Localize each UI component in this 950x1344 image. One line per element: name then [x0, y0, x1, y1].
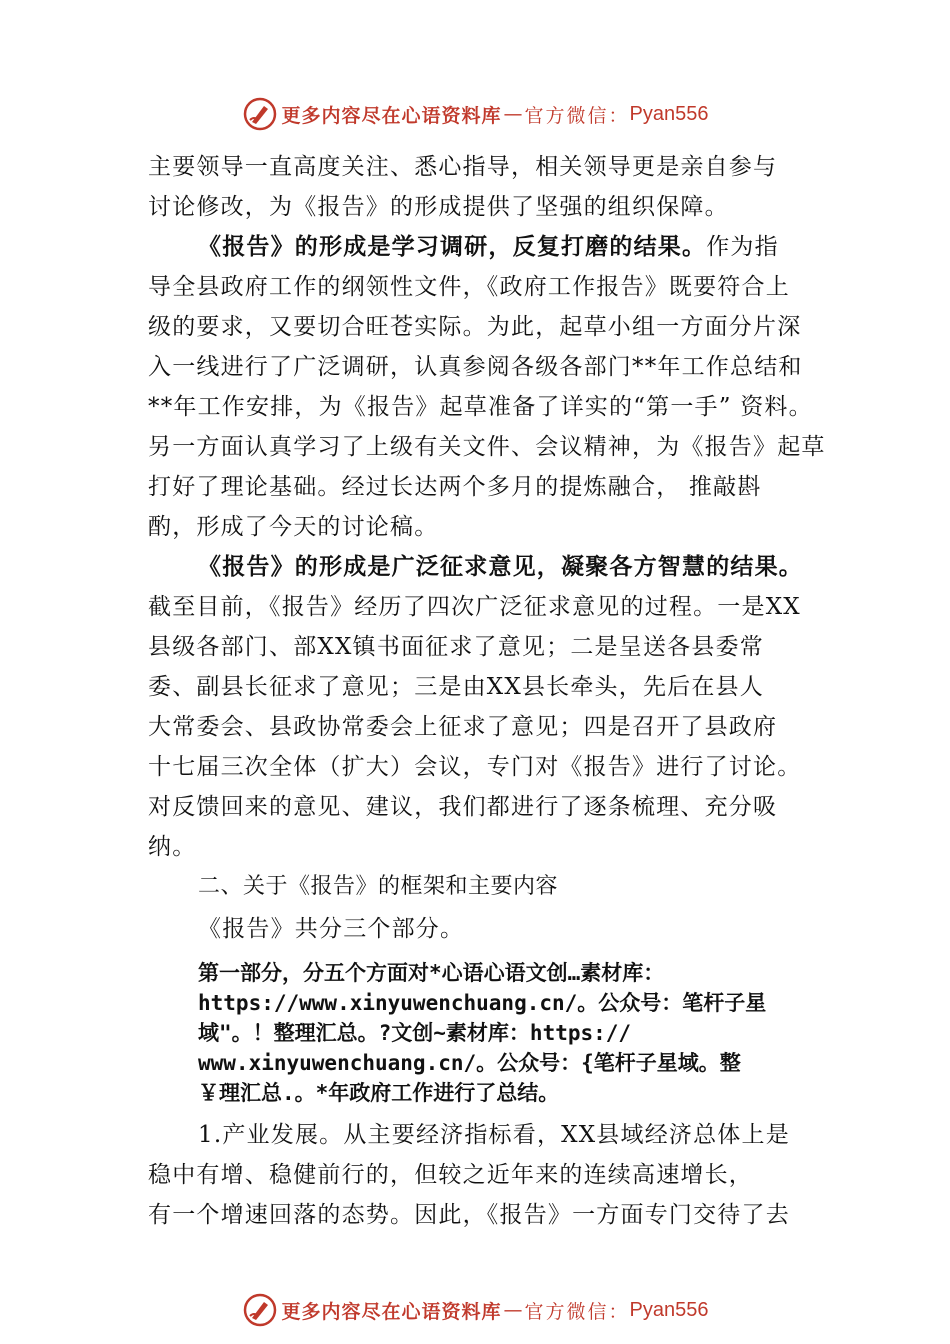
brush-seal-icon — [242, 96, 278, 132]
paragraph-line: 对反馈回来的意见、建议，我们都进行了逐条梳理、充分吸 — [148, 794, 778, 820]
footer-banner — [0, 1288, 950, 1332]
intro-line: 《报告》共分三个部分。 — [198, 916, 465, 942]
section-heading: 二、关于《报告》的框架和主要内容 — [198, 874, 559, 899]
paragraph-line: 有一个增速回落的态势。因此，《报告》一方面专门交待了去 — [148, 1202, 790, 1228]
part1-line: www.xinyuwenchuang.cn/。公众号：{笔杆子星域。整 — [198, 1051, 741, 1075]
paragraph-line: 委、副县长征求了意见；三是由XX县长牵头，先后在县人 — [148, 674, 764, 700]
paragraph-heading-line: 《报告》的形成是广泛征求意见，凝聚各方智慧的结果。 — [198, 553, 803, 580]
header-banner — [0, 92, 950, 136]
paragraph-line: 导全县政府工作的纲领性文件，《政府工作报告》既要符合上 — [148, 274, 790, 300]
paragraph-line: 打好了理论基础。经过长达两个多月的提炼融合， 推敲斟 — [148, 474, 762, 500]
footer-brand: 更多内容尽在心语资料库 — [281, 1300, 502, 1323]
paragraph-line: 主要领导一直高度关注、悉心指导，相关领导更是亲自参与 — [148, 154, 778, 180]
header-account: Pyan556 — [629, 102, 709, 125]
paragraph-line: 大常委会、县政协常委会上征求了意见；四是召开了县政府 — [148, 714, 778, 740]
paragraph-line: 讨论修改，为《报告》的形成提供了坚强的组织保障。 — [148, 194, 729, 220]
paragraph-line: 1.产业发展。从主要经济指标看，XX县域经济总体上是 — [198, 1122, 790, 1148]
paragraph-line: 级的要求，又要切合旺苍实际。为此，起草小组一方面分片深 — [148, 314, 802, 340]
footer-separator: — — [503, 1299, 523, 1321]
paragraph-line: **年工作安排，为《报告》起草准备了详实的“第一手” 资料。 — [148, 394, 813, 420]
brush-seal-icon — [242, 1292, 278, 1328]
part1-line: 域"。！整理汇总。?文创~素材库：https:// — [198, 1021, 632, 1045]
paragraph-line: 酌，形成了今天的讨论稿。 — [148, 514, 439, 540]
paragraph-line: 稳中有增、稳健前行的，但较之近年来的连续高速增长， — [148, 1162, 753, 1188]
paragraph-line: 入一线进行了广泛调研，认真参阅各级各部门**年工作总结和 — [148, 354, 803, 380]
header-wechat-label: 官方微信： — [524, 104, 630, 127]
paragraph-line: 纳。 — [148, 834, 197, 860]
lead-rest: 作为指 — [706, 234, 779, 260]
footer-account: Pyan556 — [629, 1298, 709, 1321]
bold-lead: 《报告》的形成是学习调研，反复打磨的结果。 — [198, 233, 707, 260]
header-separator: — — [503, 103, 523, 125]
paragraph-heading-line — [198, 228, 779, 266]
paragraph-line: 十七届三次全体（扩大）会议，专门对《报告》进行了讨论。 — [148, 754, 802, 780]
part1-line: https://www.xinyuwenchuang.cn/。公众号：笔杆子星 — [198, 991, 767, 1015]
footer-wechat-label: 官方微信： — [524, 1300, 630, 1323]
paragraph-line: 另一方面认真学习了上级有关文件、会议精神，为《报告》起草 — [148, 434, 826, 460]
header-brand: 更多内容尽在心语资料库 — [281, 104, 502, 127]
part1-line: ￥理汇总.。*年政府工作进行了总结。 — [198, 1081, 560, 1105]
part1-line: 第一部分，分五个方面对*心语心语文创…素材库： — [198, 961, 665, 985]
paragraph-line: 截至目前，《报告》经历了四次广泛征求意见的过程。一是XX — [148, 594, 801, 620]
paragraph-line: 县级各部门、部XX镇书面征求了意见；二是呈送各县委常 — [148, 634, 764, 660]
